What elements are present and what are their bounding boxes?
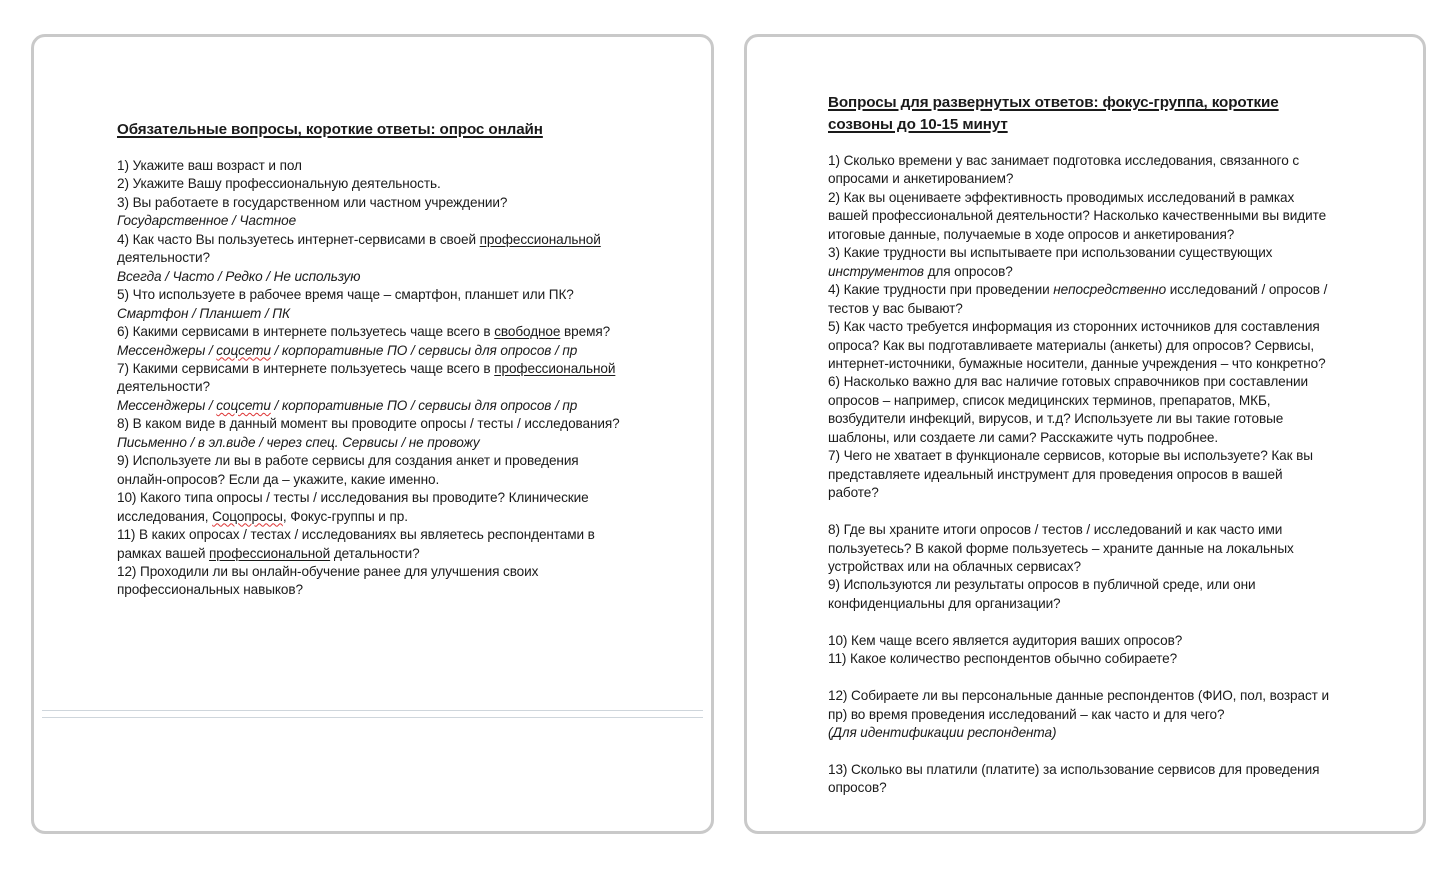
text-line bbox=[828, 189, 1368, 207]
blank-line bbox=[828, 742, 1368, 760]
answer-options-text: Всегда / Часто / Редко / Не использую bbox=[117, 268, 361, 284]
text-line bbox=[828, 244, 1368, 262]
text-line bbox=[117, 231, 677, 249]
text-line bbox=[828, 152, 1368, 170]
text-line bbox=[117, 378, 677, 396]
text-line bbox=[828, 429, 1368, 447]
text-line bbox=[117, 286, 677, 304]
heading-line: созвоны до 10-15 минут bbox=[828, 116, 1008, 133]
text-line bbox=[828, 558, 1368, 576]
question-text: для опросов? bbox=[923, 263, 1013, 279]
text-line bbox=[828, 318, 1368, 336]
question-text: 9) Используете ли вы в работе сервисы для создания анкет и проведения bbox=[117, 453, 579, 469]
question-text: опроса? Как вы подготавливаете материалы (анкеты) для опросов? Сервисы, bbox=[828, 337, 1315, 353]
heading-line: Вопросы для развернутых ответов: фокус-группа, короткие bbox=[828, 94, 1279, 111]
blank-line bbox=[828, 613, 1368, 631]
question-text: 1) Укажите ваш возраст и пол bbox=[117, 158, 302, 173]
question-text: свободное bbox=[494, 324, 561, 340]
section-heading bbox=[828, 92, 1368, 136]
answer-options-text: (Для идентификации респондента) bbox=[828, 725, 1057, 740]
question-text: 10) Кем чаще всего является аудитория ваших опросов? bbox=[828, 632, 1183, 648]
document-card-detailed-questions bbox=[744, 34, 1426, 834]
question-text: 9) Используются ли результаты опросов в публичной среде, или они bbox=[828, 577, 1256, 593]
question-text: итоговые данные, получаемые в ходе опросов и анкетирования? bbox=[828, 226, 1235, 242]
text-line bbox=[117, 452, 677, 470]
question-text: , Фокус-группы и пр. bbox=[282, 508, 408, 524]
question-text: профессиональной bbox=[494, 360, 616, 376]
question-text: 7) Какими сервисами в интернете пользуетесь чаще всего в bbox=[117, 360, 495, 376]
question-text: 6) Какими сервисами в интернете пользуетесь чаще всего в bbox=[117, 324, 495, 340]
question-text: профессиональной bbox=[479, 231, 601, 247]
text-line bbox=[117, 305, 677, 323]
text-line bbox=[828, 226, 1368, 244]
text-line bbox=[828, 300, 1368, 318]
answer-options-text: Смартфон / Планшет / ПК bbox=[117, 305, 290, 321]
text-line bbox=[828, 355, 1368, 373]
text-line bbox=[117, 342, 677, 360]
question-text: 8) В каком виде в данный момент вы проводите опросы / тесты / исследования? bbox=[117, 416, 620, 432]
question-text: рамках вашей bbox=[117, 545, 210, 561]
text-line bbox=[117, 360, 677, 378]
text-line bbox=[828, 650, 1368, 668]
document-page bbox=[828, 92, 1368, 798]
question-text: возбудители инфекций, вирусов, и т.д? Используете ли вы такие готовые bbox=[828, 411, 1284, 427]
text-line bbox=[828, 373, 1368, 391]
text-line bbox=[828, 484, 1368, 502]
text-line bbox=[117, 175, 677, 193]
text-line bbox=[828, 540, 1368, 558]
text-line bbox=[828, 706, 1368, 724]
question-text: 11) Какое количество респондентов обычно собираете? bbox=[828, 651, 1178, 667]
document-page bbox=[117, 119, 677, 600]
question-text: опросами и анкетированием? bbox=[828, 171, 1014, 187]
question-text: 12) Проходили ли вы онлайн-обучение ранее для улучшения своих bbox=[117, 563, 539, 579]
question-text: профессиональной bbox=[209, 545, 331, 561]
question-list bbox=[117, 157, 677, 600]
question-text: тестов у вас бывают? bbox=[828, 300, 963, 316]
text-line bbox=[117, 157, 677, 175]
question-text: пр) во время проведения исследований – как часто и для чего? bbox=[828, 706, 1225, 722]
question-text: 7) Чего не хватает в функционале сервисов, которые вы используете? Как вы bbox=[828, 448, 1313, 464]
text-line bbox=[117, 581, 677, 599]
text-line bbox=[828, 761, 1368, 779]
question-text: онлайн-опросов? Если да – укажите, какие именно. bbox=[117, 471, 440, 487]
text-line bbox=[117, 563, 677, 581]
question-text: профессиональных навыков? bbox=[117, 582, 303, 598]
text-line bbox=[828, 724, 1368, 742]
text-line bbox=[828, 595, 1368, 613]
question-text: время? bbox=[560, 324, 611, 340]
question-text: 13) Сколько вы платили (платите) за использование сервисов для проведения bbox=[828, 761, 1320, 777]
question-text: 2) Как вы оцениваете эффективность проводимых исследований в рамках bbox=[828, 189, 1295, 205]
question-text: 10) Какого типа опросы / тесты / исследования вы проводите? Клинические bbox=[117, 490, 589, 506]
text-line bbox=[117, 194, 677, 212]
page-break-divider bbox=[42, 710, 703, 711]
text-line bbox=[828, 392, 1368, 410]
answer-options-text: / корпоративные ПО / сервисы для опросов / пр bbox=[270, 342, 578, 358]
answer-options-text: Письменно / в эл.виде / через спец. Сервисы / не провожу bbox=[117, 434, 480, 450]
question-text: шаблоны, или создаете ли сами? Расскажите чуть подробнее. bbox=[828, 429, 1219, 445]
answer-options-text: инструментов bbox=[828, 263, 924, 279]
question-text: 4) Как часто Вы пользуетесь интернет-сервисами в своей bbox=[117, 231, 480, 247]
question-text: 4) Какие трудности при проведении bbox=[828, 282, 1054, 298]
text-line bbox=[828, 410, 1368, 428]
text-line bbox=[828, 521, 1368, 539]
section-heading: Обязательные вопросы, короткие ответы: опрос онлайн bbox=[117, 121, 543, 138]
question-text: деятельности? bbox=[117, 379, 210, 395]
question-text: вашей профессиональной деятельности? Насколько качественными вы видите bbox=[828, 208, 1327, 224]
text-line bbox=[828, 632, 1368, 650]
page-break-divider bbox=[42, 717, 703, 718]
text-line bbox=[117, 415, 677, 433]
question-text: 3) Вы работаете в государственном или частном учреждении? bbox=[117, 194, 508, 210]
text-line bbox=[828, 207, 1368, 225]
text-line bbox=[117, 508, 677, 526]
answer-options-text: Мессенджеры / bbox=[117, 397, 217, 413]
question-text: представляете идеальный инструмент для проведения опросов в вашей bbox=[828, 466, 1283, 482]
text-line bbox=[828, 170, 1368, 188]
question-text: Соцопросы bbox=[212, 508, 283, 524]
blank-line bbox=[828, 503, 1368, 521]
question-text: опросов? bbox=[828, 780, 887, 796]
text-line bbox=[117, 434, 677, 452]
question-text: пользуетесь? В какой форме пользуетесь – храните данные на локальных bbox=[828, 540, 1294, 556]
text-line bbox=[828, 779, 1368, 797]
question-text: 5) Что используете в рабочее время чаще – смартфон, планшет или ПК? bbox=[117, 287, 574, 303]
question-text: 12) Собираете ли вы персональные данные респондентов (ФИО, пол, возраст и bbox=[828, 688, 1329, 704]
question-list bbox=[828, 152, 1368, 798]
text-line bbox=[828, 576, 1368, 594]
blank-line bbox=[828, 669, 1368, 687]
question-text: 5) Как часто требуется информация из сторонних источников для составления bbox=[828, 319, 1320, 335]
question-text: устройствах или на облачных сервисах? bbox=[828, 558, 1081, 574]
answer-options-text: Мессенджеры / bbox=[117, 342, 217, 358]
question-text: интернет-источники, бумажные носители, данные учреждения – что конкретно? bbox=[828, 355, 1326, 371]
text-line bbox=[117, 489, 677, 507]
question-text: 3) Какие трудности вы испытываете при использовании существующих bbox=[828, 245, 1273, 261]
text-line bbox=[828, 281, 1368, 299]
text-line bbox=[117, 545, 677, 563]
text-line bbox=[828, 337, 1368, 355]
answer-options-text: непосредственно bbox=[1053, 282, 1167, 298]
question-text: 1) Сколько времени у вас занимает подготовка исследования, связанного с bbox=[828, 153, 1300, 168]
text-line bbox=[828, 466, 1368, 484]
answer-options-text: Государственное / Частное bbox=[117, 213, 297, 229]
document-card-mandatory-questions bbox=[31, 34, 714, 834]
text-line bbox=[117, 526, 677, 544]
question-text: конфиденциальны для организации? bbox=[828, 595, 1061, 611]
question-text: 2) Укажите Вашу профессиональную деятельность. bbox=[117, 176, 441, 192]
question-text: работе? bbox=[828, 485, 879, 501]
text-line bbox=[117, 249, 677, 267]
text-line bbox=[828, 263, 1368, 281]
text-line bbox=[828, 687, 1368, 705]
answer-options-text: соцсети bbox=[216, 342, 271, 358]
text-line bbox=[828, 447, 1368, 465]
text-line bbox=[117, 268, 677, 286]
question-text: опросов – например, список медицинских терминов, препаратов, МКБ, bbox=[828, 392, 1271, 408]
text-line bbox=[117, 397, 677, 415]
text-line bbox=[117, 212, 677, 230]
answer-options-text: / корпоративные ПО / сервисы для опросов / пр bbox=[270, 397, 578, 413]
text-line bbox=[117, 471, 677, 489]
text-line bbox=[117, 323, 677, 341]
answer-options-text: соцсети bbox=[216, 397, 271, 413]
question-text: деятельности? bbox=[117, 250, 210, 266]
question-text: исследований / опросов / bbox=[1166, 282, 1328, 298]
question-text: исследования, bbox=[117, 508, 213, 524]
question-text: детальности? bbox=[330, 545, 420, 561]
question-text: 8) Где вы храните итоги опросов / тестов / исследований и как часто ими bbox=[828, 522, 1283, 538]
question-text: 6) Насколько важно для вас наличие готовых справочников при составлении bbox=[828, 374, 1309, 390]
question-text: 11) В каких опросах / тестах / исследованиях вы являетесь респондентами в bbox=[117, 527, 595, 543]
